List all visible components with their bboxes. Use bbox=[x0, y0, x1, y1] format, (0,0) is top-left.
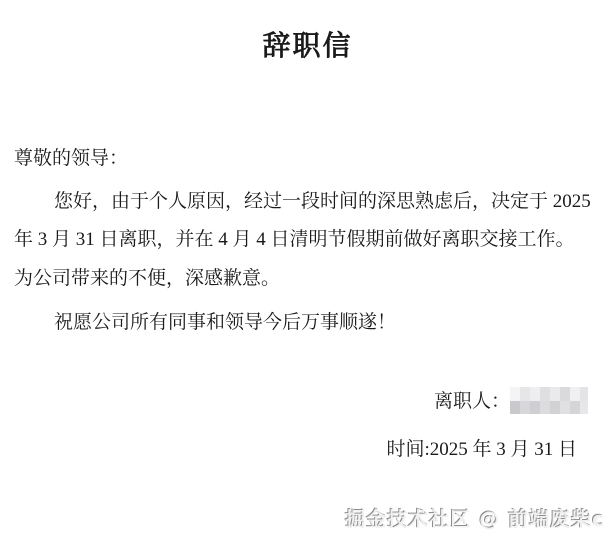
body-line-4: 祝愿公司所有同事和领导今后万事顺遂！ bbox=[54, 312, 397, 333]
date-value: 2025 年 3 月 31 日 bbox=[429, 439, 577, 460]
body-line-2: 年 3 月 31 日离职，并在 4 月 4 日清明节假期前做好离职交接工作。 bbox=[14, 229, 575, 250]
date-label: 时间: bbox=[386, 439, 430, 460]
date-row bbox=[386, 434, 577, 461]
document-title: 辞职信 bbox=[262, 31, 353, 62]
body-line-3: 为公司带来的不便，深感歉意。 bbox=[14, 268, 281, 289]
redacted-signer-name bbox=[510, 387, 588, 414]
signer-label: 离职人： bbox=[433, 391, 510, 412]
salutation: 尊敬的领导： bbox=[14, 148, 129, 169]
body-line-1: 您好，由于个人原因，经过一段时间的深思熟虑后，决定于 2025 bbox=[54, 191, 591, 212]
signer-row bbox=[434, 386, 588, 414]
watermark: 掘金技术社区 @ 前端废柴c bbox=[345, 507, 605, 531]
